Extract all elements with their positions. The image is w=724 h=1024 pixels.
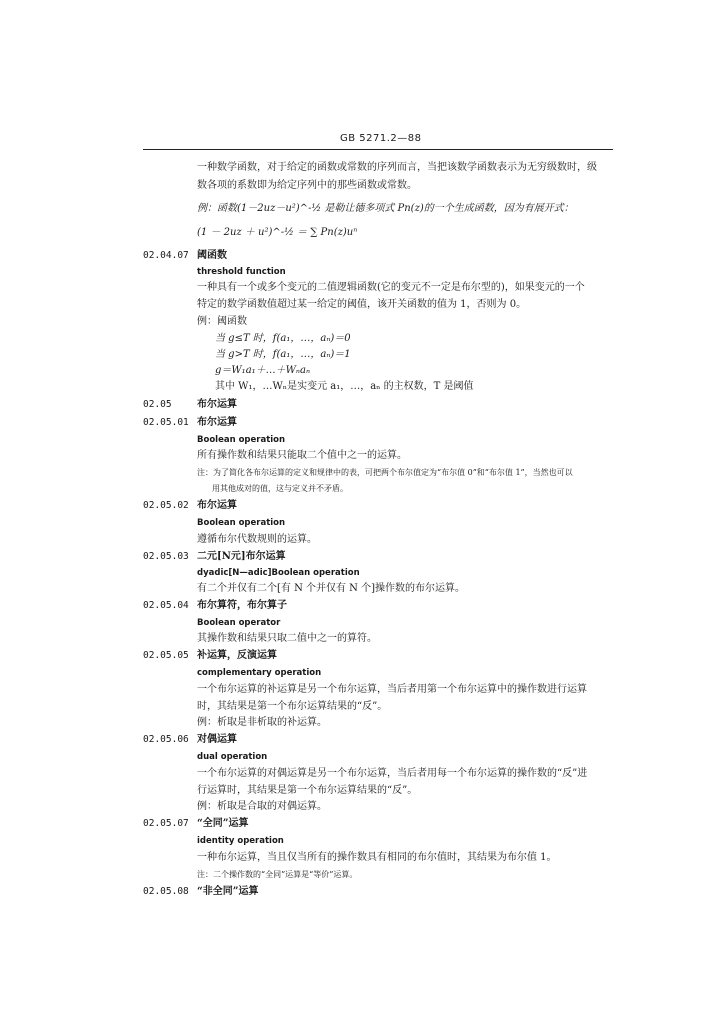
entry-code: 02.05.01	[143, 417, 189, 428]
entry-term: 对偶运算	[197, 734, 237, 745]
definition-line: 一种布尔运算，当且仅当所有的操作数具有相同的布尔值时，其结果为布尔值 1。	[197, 852, 557, 863]
intro-example-1: 例：函数(1－2uz－u²)^-½ 是勒让德多项式 Pn(z)的一个生成函数，因为有展开式：	[197, 203, 574, 214]
definition-line: 遵循布尔代数规则的运算。	[197, 534, 317, 545]
definition-line: 一个布尔运算的对偶运算是另一个布尔运算，当后者用每一个布尔运算的操作数的“反”进	[197, 768, 588, 779]
definition-line: 特定的数学函数值超过某一给定的阈值，该开关函数的值为 1，否则为 0。	[197, 299, 527, 310]
entry-term: 布尔运算	[197, 399, 237, 410]
entry-en: dyadic[N—adic]Boolean operation	[197, 568, 360, 578]
header-rule	[143, 149, 613, 150]
entry-code: 02.05	[143, 399, 172, 410]
formula-line: g＝W₁a₁＋…＋Wₙaₙ	[215, 365, 311, 376]
definition-line: 时，其结果是第一个布尔运算结果的“反”。	[197, 701, 388, 712]
entry-en: threshold function	[197, 267, 286, 277]
note-line: 注：为了简化各布尔运算的定义和规律中的表，可把两个布尔值定为“布尔值 0”和“布尔值 1”，当然也可以	[197, 468, 573, 477]
entry-code: 02.05.07	[143, 818, 189, 829]
page-header: GB 5271.2—88	[340, 133, 422, 144]
formula-line: 其中 W₁，…Wₙ是实变元 a₁，…，aₙ 的主权数，T 是阈值	[215, 381, 474, 392]
entry-en: identity operation	[197, 836, 284, 846]
entry-term: “全同”运算	[197, 818, 249, 829]
definition-line: 一种具有一个或多个变元的二值逻辑函数(它的变元不一定是布尔型的)，如果变元的一个	[197, 282, 585, 293]
entry-term: “非全同”运算	[197, 886, 259, 897]
entry-en: Boolean operation	[197, 435, 286, 445]
definition-line: 有二个并仅有二个[有 N 个并仅有 N 个]操作数的布尔运算。	[197, 583, 466, 594]
definition-line: 所有操作数和结果只能取二个值中之一的运算。	[197, 450, 407, 461]
example-line: 例：阈函数	[197, 316, 247, 327]
entry-term: 布尔运算	[197, 417, 237, 428]
intro-line-1: 一种数学函数，对于给定的函数或常数的序列而言，当把该数学函数表示为无穷级数时，级	[197, 162, 597, 173]
entry-en: dual operation	[197, 752, 268, 762]
formula-line: 当 g>T 时，f(a₁，…，aₙ)＝1	[215, 349, 351, 360]
entry-en: complementary operation	[197, 668, 322, 678]
entry-en: Boolean operation	[197, 518, 286, 528]
entry-code: 02.04.07	[143, 250, 189, 261]
entry-term: 补运算，反演运算	[197, 650, 277, 661]
entry-code: 02.05.08	[143, 886, 189, 897]
entry-code: 02.05.03	[143, 551, 189, 562]
entry-code: 02.05.04	[143, 600, 189, 611]
entry-term: 二元[N元]布尔运算	[197, 551, 286, 562]
example-line: 例：析取是非析取的补运算。	[197, 717, 327, 728]
entry-code: 02.05.02	[143, 500, 189, 511]
note-line: 用其他成对的值，这与定义并不矛盾。	[212, 484, 348, 493]
definition-line: 其操作数和结果只取二值中之一的算符。	[197, 633, 377, 644]
entry-term: 布尔算符，布尔算子	[197, 600, 287, 611]
definition-line: 一个布尔运算的补运算是另一个布尔运算，当后者用第一个布尔运算中的操作数进行运算	[197, 684, 587, 695]
entry-term: 阈函数	[197, 250, 227, 261]
formula-line: 当 g≤T 时，f(a₁，…，aₙ)＝0	[215, 333, 351, 344]
entry-code: 02.05.06	[143, 734, 189, 745]
entry-en: Boolean operator	[197, 618, 281, 628]
intro-example-2: (1 － 2uz ＋ u²)^-½ ＝ ∑ Pn(z)uⁿ	[197, 227, 358, 238]
entry-code: 02.05.05	[143, 650, 189, 661]
intro-line-2: 数各项的系数即为给定序列中的那些函数或常数。	[197, 180, 417, 191]
example-line: 例：析取是合取的对偶运算。	[197, 801, 327, 812]
note-line: 注：二个操作数的“全同”运算是“等价”运算。	[197, 870, 358, 879]
entry-term: 布尔运算	[197, 500, 237, 511]
definition-line: 行运算时，其结果是第一个布尔运算结果的“反”。	[197, 785, 418, 796]
